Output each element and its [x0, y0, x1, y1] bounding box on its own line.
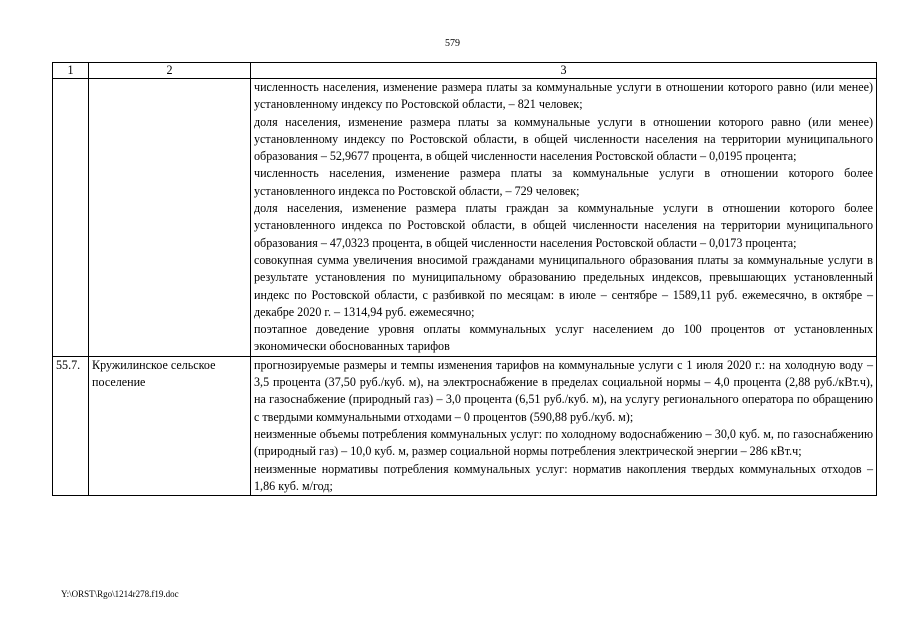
table-row — [53, 356, 877, 495]
table-header-row — [53, 63, 877, 79]
row-content — [251, 356, 877, 495]
page-number: 579 — [445, 38, 460, 49]
row-number: 55.7. — [53, 356, 89, 495]
table-row — [53, 79, 877, 357]
paragraph: неизменные нормативы потребления коммунальных услуг: норматив накопления твердых коммунальных отходов – 1,86 куб. м/год; — [254, 461, 873, 493]
paragraph: поэтапное доведение уровня оплаты коммунальных услуг населением до 100 процентов от установленных экономически обоснованных тарифов — [254, 322, 873, 354]
paragraph: совокупная сумма увеличения вносимой гражданами муниципального образования платы за коммунальные услуги в результате установления по муниципальному образованию предельных индексов, превышающих установленный индекс по Ростовской области, с разбивкой по месяцам: в июле – сентябре – 1589,11 руб. ежемесячно, в октябре – декабре 2020 г. – 1314,94 руб. ежемесячно; — [254, 252, 873, 319]
paragraph: численность населения, изменение размера платы за коммунальные услуги в отношении которого равно (или менее) установленному индексу по Ростовской области, – 821 человек; — [254, 80, 873, 112]
paragraph: доля населения, изменение размера платы за коммунальные услуги в отношении которого равно (или менее) установленному индексу по Ростовской области, в общей численности населения на территории муниципального образования – 52,9677 процента, в общей численности населения Ростовской области – 0,0195 процента; — [254, 114, 873, 164]
paragraph: неизменные объемы потребления коммунальных услуг: по холодному водоснабжению – 30,0 куб. м, по газоснабжению (природный газ) – 10,0 куб. м, размер социальной нормы потребления электрической энергии – 286 кВт.ч; — [254, 426, 873, 459]
column-header-3: 3 — [251, 63, 877, 79]
row-number — [53, 79, 89, 357]
paragraph: доля населения, изменение размера платы граждан за коммунальные услуги в отношении которого более установленного индекса по Ростовской области, в общей численности населения на территории муниципального образования – 47,0323 процента, в общей численности населения Ростовской области – 0,0173 процента; — [254, 201, 873, 250]
row-content — [251, 79, 877, 357]
settlement-name — [89, 79, 251, 357]
column-header-1: 1 — [53, 63, 89, 79]
settlement-name: Кружилинское сельское поселение — [89, 356, 251, 495]
paragraph: численность населения, изменение размера платы за коммунальные услуги в отношении которого более установленного индекса по Ростовской области, – 729 человек; — [254, 166, 873, 198]
document-table — [52, 62, 877, 496]
file-path-footer: Y:\ORST\Rgo\1214r278.f19.doc — [61, 589, 179, 599]
column-header-2: 2 — [89, 63, 251, 79]
paragraph: прогнозируемые размеры и темпы изменения тарифов на коммунальные услуги с 1 июля 2020 г.: на холодную воду – 3,5 процента (37,50 руб./куб. м), на электроснабжение в пределах социальной нормы – 4,0 процента (2,88 руб./кВт.ч), на газоснабжение (природный газ) – 3,0 процента (6,51 руб./куб. м), на услугу регионального оператора по обращению с твердыми коммунальными отходами – 0 процентов (590,88 руб./куб. м); — [254, 357, 873, 424]
